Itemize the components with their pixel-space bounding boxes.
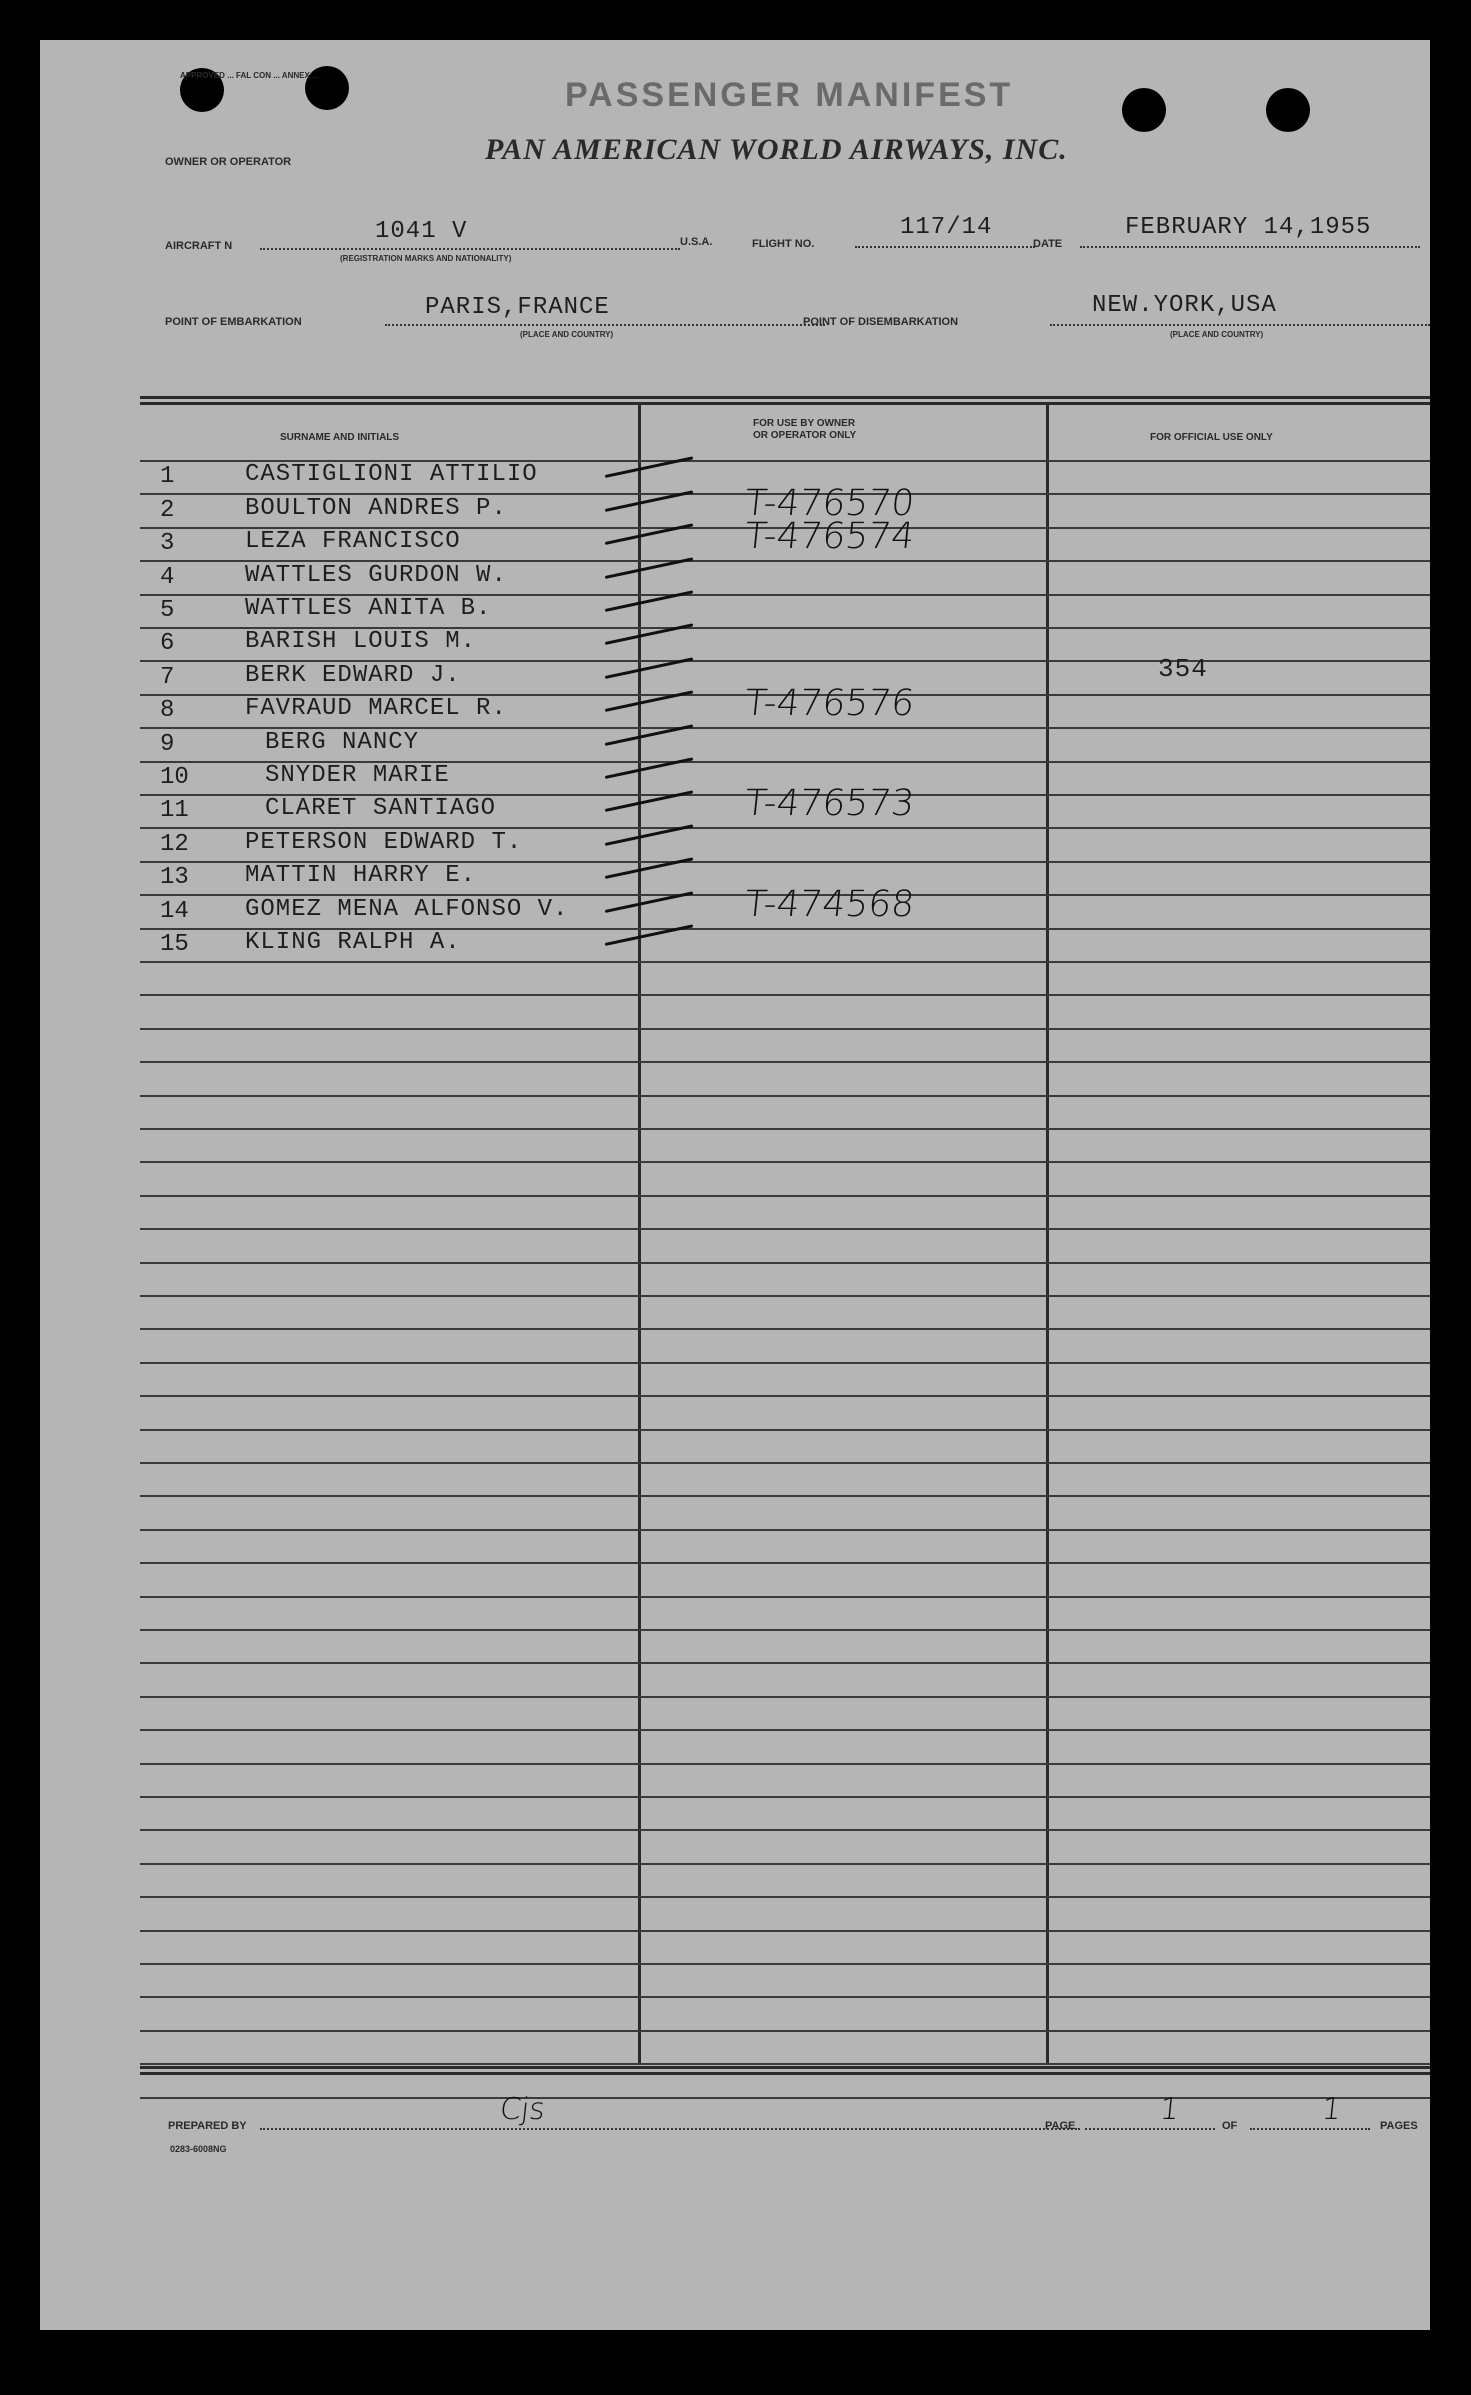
aircraft-underline xyxy=(260,248,680,250)
of-label: OF xyxy=(1222,2120,1238,2132)
ticket-number: T-476576 xyxy=(742,683,917,725)
row-rule xyxy=(140,2030,1430,2032)
row-rule xyxy=(140,1796,1430,1798)
row-rule xyxy=(140,2097,1430,2099)
row-rule xyxy=(140,1662,1430,1664)
row-rule xyxy=(140,1362,1430,1364)
row-rule xyxy=(140,1028,1430,1030)
date-value: FEBRUARY 14,1955 xyxy=(1125,214,1372,241)
col-header-surname: SURNAME AND INITIALS xyxy=(280,432,400,443)
passenger-name: WATTLES GURDON W. xyxy=(245,561,507,589)
passenger-name: BERK EDWARD J. xyxy=(245,661,461,689)
row-rule xyxy=(140,2063,1430,2065)
row-number: 9 xyxy=(160,730,175,758)
table-bottom-rule-2 xyxy=(140,2072,1430,2075)
table-top-rule xyxy=(140,396,1430,399)
form-code: 0283-6008NG xyxy=(170,2144,227,2154)
ticket-number: T-474568 xyxy=(742,883,917,925)
prepared-underline xyxy=(260,2128,1080,2130)
row-rule xyxy=(140,1161,1430,1163)
date-underline xyxy=(1080,246,1420,248)
row-number: 12 xyxy=(160,830,189,858)
official-note: 354 xyxy=(1158,653,1208,684)
row-rule xyxy=(140,1295,1430,1297)
row-rule xyxy=(140,1429,1430,1431)
row-rule xyxy=(140,1195,1430,1197)
disembark-value: NEW.YORK,USA xyxy=(1092,292,1277,319)
flight-underline xyxy=(855,246,1035,248)
page-label: PAGE xyxy=(1045,2120,1076,2132)
row-number: 3 xyxy=(160,530,175,558)
punch-hole xyxy=(1266,88,1310,132)
row-rule xyxy=(140,1061,1430,1063)
col-header-official: FOR OFFICIAL USE ONLY xyxy=(1150,432,1273,443)
of-underline xyxy=(1250,2128,1370,2130)
page-title: PASSENGER MANIFEST xyxy=(565,76,1014,114)
embark-underline xyxy=(385,324,825,326)
ticket-number: T-476570 xyxy=(742,482,917,524)
passenger-name: BARISH LOUIS M. xyxy=(245,628,477,656)
row-rule xyxy=(140,1596,1430,1598)
disembark-underline xyxy=(1050,324,1430,326)
passenger-name: WATTLES ANITA B. xyxy=(245,595,492,622)
approval-stamp: APPROVED ... FAL CON ... ANNEX ... xyxy=(180,71,319,80)
punch-hole xyxy=(1122,88,1166,132)
embark-sub: (PLACE AND COUNTRY) xyxy=(520,330,614,339)
col-header-owner-2: OR OPERATOR ONLY xyxy=(753,430,857,441)
row-rule xyxy=(140,1696,1430,1698)
row-number: 5 xyxy=(160,597,175,624)
aircraft-sub: (REGISTRATION MARKS AND NATIONALITY) xyxy=(340,254,512,263)
row-rule xyxy=(140,1629,1430,1631)
row-number: 1 xyxy=(160,463,175,491)
ticket-number: T-476573 xyxy=(742,783,917,825)
passenger-name: SNYDER MARIE xyxy=(265,762,450,789)
pages-label: PAGES xyxy=(1380,2120,1418,2132)
row-rule xyxy=(140,1763,1430,1765)
disembark-sub: (PLACE AND COUNTRY) xyxy=(1170,330,1264,339)
embark-value: PARIS,FRANCE xyxy=(425,294,610,321)
row-rule xyxy=(140,1228,1430,1230)
page-underline xyxy=(1085,2128,1215,2130)
row-rule xyxy=(140,1562,1430,1564)
row-number: 13 xyxy=(160,864,189,892)
passenger-name: MATTIN HARRY E. xyxy=(245,862,477,890)
page-value: 1 xyxy=(1158,2092,1181,2127)
passenger-name: GOMEZ MENA ALFONSO V. xyxy=(245,895,569,923)
passenger-name: LEZA FRANCISCO xyxy=(245,528,461,556)
row-number: 7 xyxy=(160,663,175,691)
row-rule xyxy=(140,1996,1430,1998)
row-rule xyxy=(140,1529,1430,1531)
row-rule xyxy=(140,1495,1430,1497)
disembark-label: POINT OF DISEMBARKATION xyxy=(803,316,959,328)
passenger-name: FAVRAUD MARCEL R. xyxy=(245,695,507,723)
row-rule xyxy=(140,1863,1430,1865)
row-number: 6 xyxy=(160,630,175,658)
row-rule xyxy=(140,1328,1430,1330)
row-number: 10 xyxy=(160,764,189,791)
col-divider-1 xyxy=(638,405,641,2065)
row-rule xyxy=(140,994,1430,996)
row-number: 11 xyxy=(160,797,189,825)
of-value: 1 xyxy=(1320,2092,1343,2127)
row-number: 2 xyxy=(160,496,175,524)
aircraft-label: AIRCRAFT N xyxy=(165,240,233,252)
prepared-label: PREPARED BY xyxy=(168,2120,247,2132)
row-rule xyxy=(140,1128,1430,1130)
passenger-name: CLARET SANTIAGO xyxy=(265,795,497,823)
passenger-name: KLING RALPH A. xyxy=(245,929,461,956)
row-rule xyxy=(140,1395,1430,1397)
row-rule xyxy=(140,961,1430,963)
passenger-name: BOULTON ANDRES P. xyxy=(245,494,507,522)
row-number: 8 xyxy=(160,697,175,725)
flight-value: 117/14 xyxy=(900,214,993,241)
ticket-number: T-476574 xyxy=(742,516,917,558)
flight-label: FLIGHT NO. xyxy=(752,238,815,250)
table-top-rule-2 xyxy=(140,402,1430,405)
passenger-name: CASTIGLIONI ATTILIO xyxy=(245,461,538,489)
col-header-owner-1: FOR USE BY OWNER xyxy=(753,418,856,429)
row-rule xyxy=(140,1930,1430,1932)
row-rule xyxy=(140,1829,1430,1831)
owner-label: OWNER OR OPERATOR xyxy=(165,156,292,168)
manifest-page xyxy=(40,40,1430,2330)
row-number: 4 xyxy=(160,563,175,591)
date-label: DATE xyxy=(1033,238,1063,250)
company-name: PAN AMERICAN WORLD AIRWAYS, INC. xyxy=(485,133,1068,166)
row-rule xyxy=(140,1262,1430,1264)
table-bottom-rule xyxy=(140,2066,1430,2069)
row-number: 15 xyxy=(160,931,189,958)
usa-label: U.S.A. xyxy=(680,236,713,248)
passenger-name: BERG NANCY xyxy=(265,728,420,756)
passenger-name: PETERSON EDWARD T. xyxy=(245,828,523,856)
aircraft-value: 1041 V xyxy=(375,218,468,245)
row-rule xyxy=(140,1896,1430,1898)
row-rule xyxy=(140,1729,1430,1731)
prepared-signature: Cjs xyxy=(498,2092,547,2127)
col-divider-2 xyxy=(1046,405,1049,2065)
row-rule xyxy=(140,1963,1430,1965)
embark-label: POINT OF EMBARKATION xyxy=(165,316,302,328)
row-number: 14 xyxy=(160,897,189,925)
row-rule xyxy=(140,1095,1430,1097)
row-rule xyxy=(140,1462,1430,1464)
